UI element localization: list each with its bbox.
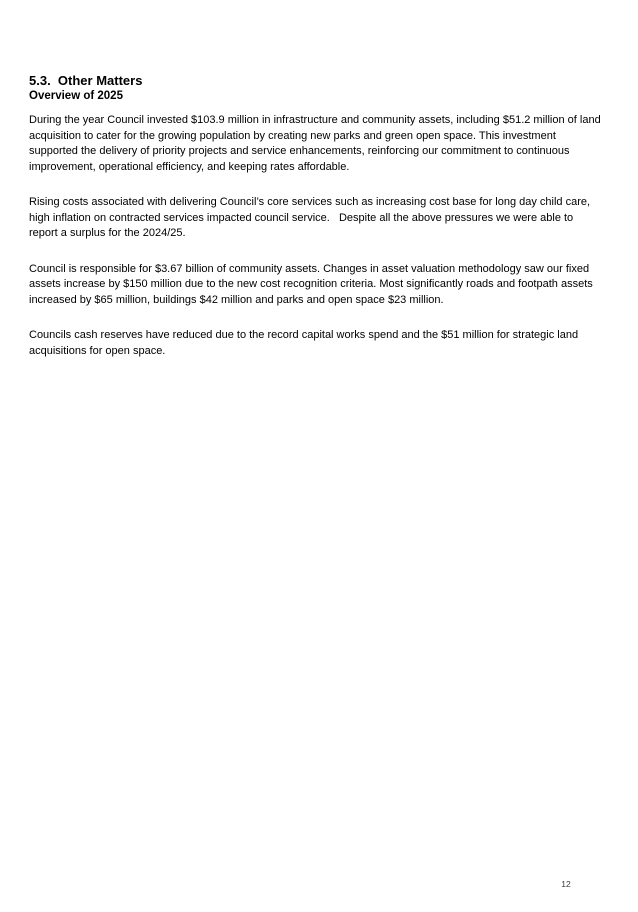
paragraph-rising-costs: Rising costs associated with delivering Council’s core services such as increasing cost base for long day child care, high inflation on contracted services impacted council service. Despite all the above pressures we were able to report a surplus for the 2024/25. (29, 196, 594, 239)
paragraph-overview-investment: During the year Council invested $103.9 million in infrastructure and community assets, including $51.2 million of land acquisition to cater for the growing population by creating new parks and green open space. This investment supported the delivery of priority projects and service enhancements, reinforcing our commitment to continuous improvement, operational efficiency, and keeping rates affordable. (29, 114, 604, 173)
page-number: 12 (561, 879, 571, 889)
paragraph-cash-reserves: Councils cash reserves have reduced due to the record capital works spend and the $51 million for strategic land acquisitions for open space. (29, 329, 582, 357)
subsection-heading: Overview of 2025 (29, 90, 123, 102)
paragraph-community-assets: Council is responsible for $3.67 billion of community assets. Changes in asset valuation methodology saw our fixed assets increase by $150 million due to the new cost recognition criteria. Most significantly roads and footpath assets increased by $65 million, buildings $42 million and parks and open space $23 million. (29, 262, 596, 306)
document-content (29, 72, 604, 359)
section-heading: 5.3. Other Matters (29, 73, 143, 88)
